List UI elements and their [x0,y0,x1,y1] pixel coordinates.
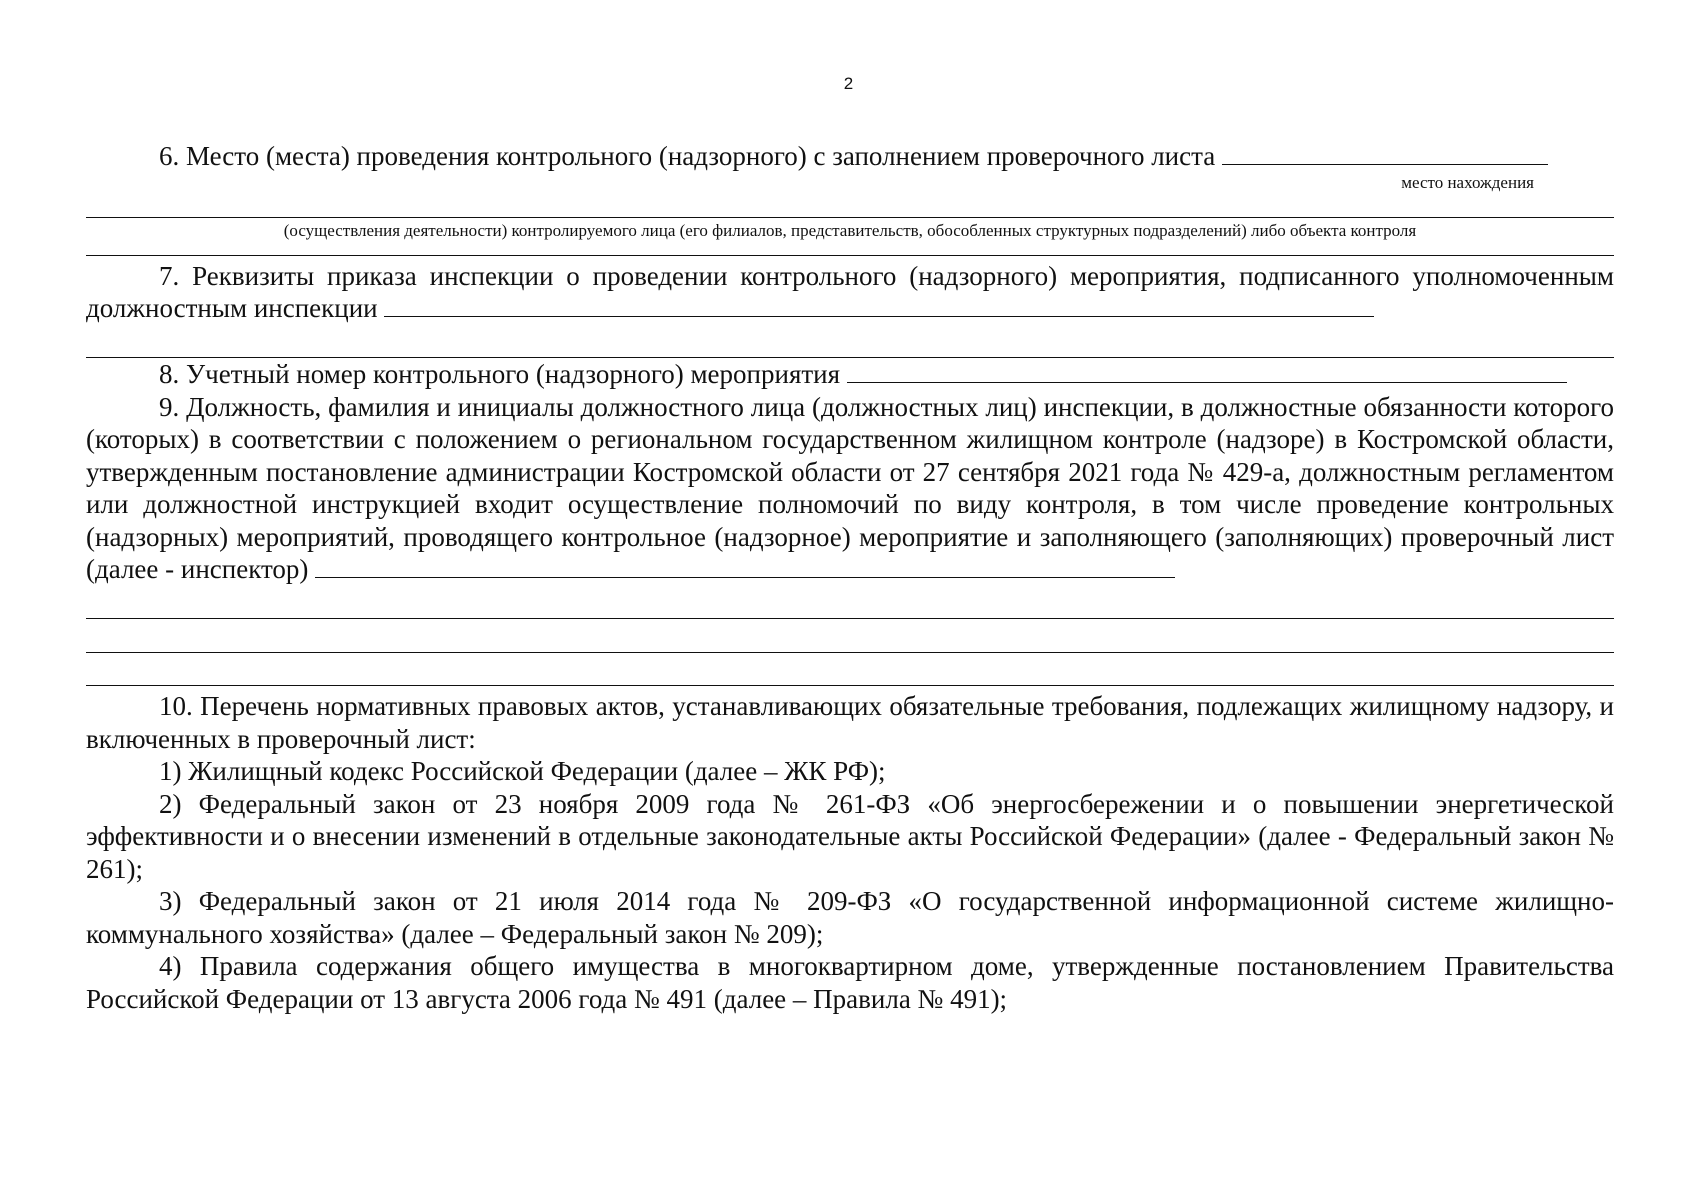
section-7-label: 7. Реквизиты приказа инспекции о проведении контрольного (надзорного) мероприятия, подписанного уполномоченным должностным инспекции [86,260,1614,323]
section-7-text [86,260,1614,325]
page-number: 2 [843,74,854,93]
law-list-item: 2) Федеральный закон от 23 ноября 2009 года № 261-ФЗ «Об энергосбережении и о повышении энергетической эффективности и о внесении изменений в отдельные законодательные акты Российской Федерации» (далее - Федеральный закон № 261); [86,788,1614,884]
registration-number-field[interactable] [847,360,1567,383]
section-8-label: 8. Учетный номер контрольного (надзорного) мероприятия [159,359,841,389]
location-field[interactable] [1222,142,1548,165]
law-list-item: 1) Жилищный кодекс Российской Федерации (далее – ЖК РФ); [159,756,886,786]
document-body [86,140,1614,1015]
inspector-field-line-2[interactable] [86,586,1614,620]
order-details-field[interactable] [384,294,1374,317]
section-7 [86,260,1614,359]
section-6 [86,140,1614,256]
section-8 [86,358,1614,391]
section-10 [86,690,1614,1015]
section-6-label: 6. Место (места) проведения контрольного (надзорного) с заполнением проверочного листа [159,141,1216,171]
inspector-field[interactable] [315,555,1175,578]
caption-detail: (осуществления деятельности) контролируемого лица (его филиалов, представительств, обособленных структурных подразделений) либо объекта контроля [283,220,1417,240]
law-list-item: 4) Правила содержания общего имущества в многоквартирном доме, утвержденные постановлением Правительства Российской Федерации от 13 августа 2006 года № 491 (далее – Правила № 491); [86,951,1614,1014]
inspector-field-line-4[interactable] [86,653,1614,687]
section-8-text [86,358,1614,391]
inspector-field-line-3[interactable] [86,619,1614,653]
section-9 [86,391,1614,687]
section-9-text [86,391,1614,586]
location-field-line-2[interactable] [86,193,1614,218]
caption-location: место нахождения [1401,172,1534,192]
section-6-text [86,140,1614,173]
section-9-label: 9. Должность, фамилия и инициалы должностного лица (должностных лиц) инспекции, в должностные обязанности которого (которых) в соответствии с положением о региональном государственном жилищном контроле (надзоре) в Костромской области, утвержденным постановление администрации Костромской области от 27 сентября 2021 года № 429-а, должностным регламентом или должностной инструкцией входит осуществление полномочий по виду контроля, в том числе проведение контрольных (надзорных) мероприятий, проводящего контрольное (надзорное) мероприятие и заполняющего (заполняющих) проверочный лист (далее - инспектор) [86,391,1614,584]
section-10-intro: 10. Перечень нормативных правовых актов, устанавливающих обязательные требования, подлежащих жилищному надзору, и включенных в проверочный лист: [86,691,1614,754]
law-list-item: 3) Федеральный закон от 21 июля 2014 года № 209-ФЗ «О государственной информационной системе жилищно-коммунального хозяйства» (далее – Федеральный закон № 209); [86,886,1614,949]
location-field-line-3[interactable] [86,241,1614,256]
order-details-field-line-2[interactable] [86,325,1614,359]
